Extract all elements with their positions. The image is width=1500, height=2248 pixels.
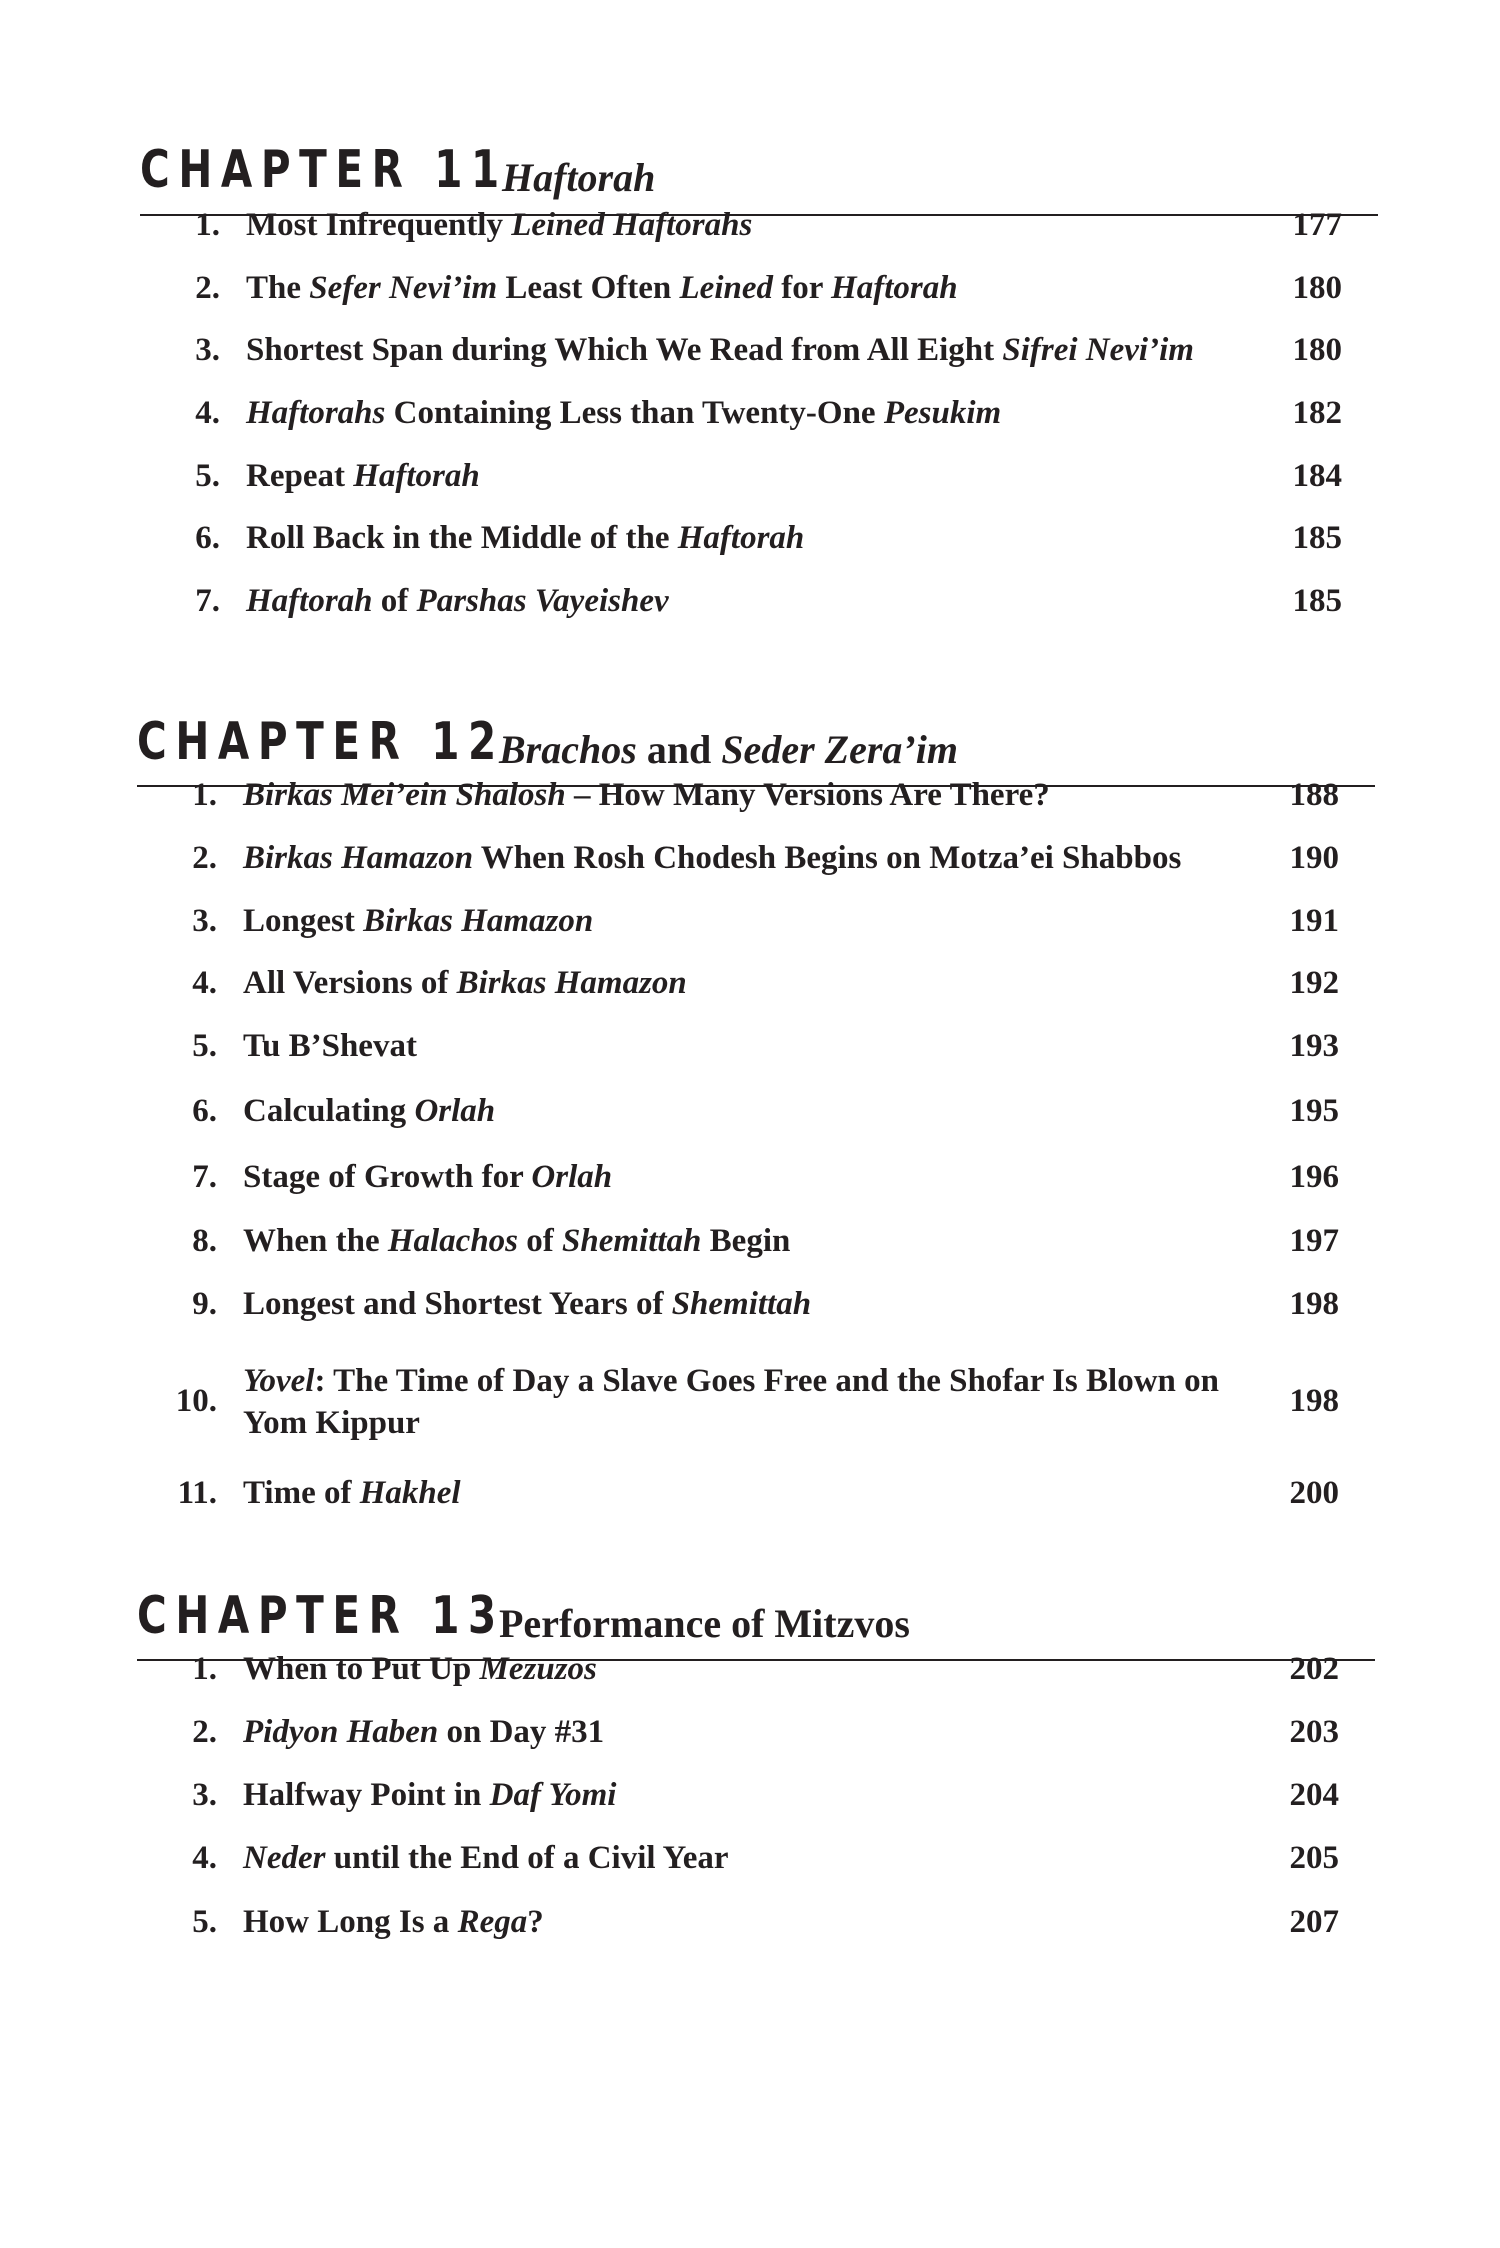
text-run: Haftorah — [677, 520, 805, 556]
text-run: Shortest Span during Which We Read from All Eight — [246, 332, 1003, 368]
text-run: Haftorahs — [246, 395, 386, 431]
entry-number: 2. — [195, 270, 220, 306]
entry-page-number: 197 — [1289, 1223, 1339, 1259]
entry-page-number: 198 — [1289, 1383, 1339, 1419]
text-run: Leined — [679, 270, 773, 306]
text-run: until the End of a Civil Year — [325, 1840, 729, 1876]
text-run: Daf Yomi — [489, 1777, 617, 1813]
entry-page-number: 192 — [1289, 965, 1339, 1001]
entry-page-number: 193 — [1289, 1028, 1339, 1064]
text-run: of — [518, 1223, 563, 1259]
entry-number: 5. — [192, 1904, 217, 1940]
text-run: Roll Back in the Middle of the — [246, 520, 678, 556]
text-run: Pidyon Haben — [243, 1714, 439, 1750]
chapter-heading — [140, 140, 656, 200]
text-run: Pesukim — [883, 395, 1002, 431]
entry-number: 7. — [195, 583, 220, 619]
text-run: Performance of Mitzvos — [499, 1601, 910, 1646]
text-run: Birkas Hamazon — [456, 965, 687, 1001]
text-run: When the — [243, 1223, 388, 1259]
entry-number: 6. — [195, 520, 220, 556]
text-run: Haftorah — [353, 458, 480, 494]
text-run: Neder — [243, 1840, 326, 1876]
entry-title — [246, 392, 1238, 434]
entry-number: 3. — [195, 332, 220, 368]
chapter-heading — [137, 712, 958, 772]
entry-number: 2. — [192, 840, 217, 876]
chapter-title — [499, 1600, 910, 1647]
entry-title — [243, 837, 1235, 879]
entry-title — [246, 455, 1238, 497]
entry-number: 8. — [192, 1223, 217, 1259]
text-run: Seder Zera’im — [721, 727, 958, 772]
entry-number: 1. — [195, 207, 220, 243]
text-run: When Rosh Chodesh Begins on Motza’ei Shabbos — [473, 840, 1182, 876]
entry-number: 3. — [192, 1777, 217, 1813]
entry-title — [243, 962, 1235, 1004]
entry-number: 6. — [192, 1093, 217, 1129]
text-run: Sifrei Nevi’im — [1002, 332, 1194, 368]
entry-page-number: 177 — [1292, 207, 1342, 243]
chapter-title — [499, 726, 958, 773]
entry-number: 9. — [192, 1286, 217, 1322]
entry-title — [243, 1360, 1235, 1444]
text-run: Birkas Hamazon — [363, 903, 594, 939]
entry-title — [246, 329, 1238, 371]
entry-page-number: 207 — [1289, 1904, 1339, 1940]
entry-page-number: 204 — [1289, 1777, 1339, 1813]
text-run: for — [773, 270, 832, 306]
entry-number: 3. — [192, 903, 217, 939]
text-run: Shemittah — [562, 1223, 702, 1259]
entry-page-number: 196 — [1289, 1159, 1339, 1195]
text-run: Haftorah — [502, 155, 656, 200]
text-run: Hakhel — [359, 1475, 461, 1511]
text-run: Longest and Shortest Years of — [243, 1286, 672, 1322]
text-run: Most Infrequently — [246, 207, 512, 243]
text-run: Halfway Point in — [243, 1777, 490, 1813]
entry-page-number: 191 — [1289, 903, 1339, 939]
entry-page-number: 188 — [1289, 777, 1339, 813]
chapter-label: CHAPTER 13 — [137, 1586, 505, 1646]
text-run: Haftorah — [246, 583, 373, 619]
chapter-title — [502, 154, 655, 201]
entry-title — [243, 1837, 1235, 1879]
entry-title — [243, 1774, 1235, 1816]
text-run: Rega — [457, 1904, 528, 1940]
text-run: Sefer Nevi’im — [309, 270, 498, 306]
text-run: Time of — [243, 1475, 360, 1511]
entry-page-number: 198 — [1289, 1286, 1339, 1322]
text-run: of — [372, 583, 417, 619]
text-run: Begin — [701, 1223, 791, 1259]
text-run: Containing Less than Twenty-One — [385, 395, 884, 431]
entry-page-number: 182 — [1292, 395, 1342, 431]
text-run: and — [636, 727, 722, 772]
text-run: When to Put Up — [243, 1651, 480, 1687]
entry-page-number: 205 — [1289, 1840, 1339, 1876]
entry-title — [243, 1711, 1235, 1753]
entry-title — [243, 1648, 1235, 1690]
text-run: Leined Haftorahs — [511, 207, 753, 243]
text-run: Repeat — [246, 458, 354, 494]
entry-title — [246, 267, 1238, 309]
entry-page-number: 203 — [1289, 1714, 1339, 1750]
text-run: Birkas Hamazon — [243, 840, 474, 876]
text-run: Birkas Mei’ein Shalosh — [243, 777, 566, 813]
text-run: Least Often — [497, 270, 680, 306]
entry-title — [243, 774, 1235, 816]
entry-number: 11. — [177, 1475, 217, 1511]
entry-number: 5. — [192, 1028, 217, 1064]
text-run: Tu B’Shevat — [243, 1028, 417, 1064]
text-run: Stage of Growth for — [243, 1159, 532, 1195]
entry-page-number: 185 — [1292, 520, 1342, 556]
text-run: : The Time of Day a Slave Goes Free and the Shofar Is Blown on Yom Kippur — [243, 1363, 1219, 1441]
text-run: ? — [527, 1904, 544, 1940]
text-run: Calculating — [243, 1093, 415, 1129]
entry-page-number: 185 — [1292, 583, 1342, 619]
entry-number: 5. — [195, 458, 220, 494]
text-run: Mezuzos — [479, 1651, 597, 1687]
entry-number: 10. — [175, 1383, 217, 1419]
text-run: All Versions of — [243, 965, 457, 1001]
text-run: Shemittah — [671, 1286, 812, 1322]
text-run: Longest — [243, 903, 364, 939]
entry-title — [246, 580, 1238, 622]
text-run: Yovel — [243, 1363, 315, 1399]
entry-number: 2. — [192, 1714, 217, 1750]
chapter-heading — [137, 1586, 910, 1646]
chapter-label: CHAPTER 12 — [137, 712, 505, 772]
entry-title — [243, 1025, 1235, 1067]
entry-page-number: 202 — [1289, 1651, 1339, 1687]
entry-title — [243, 1472, 1235, 1514]
text-run: on Day #31 — [438, 1714, 605, 1750]
entry-page-number: 180 — [1292, 332, 1342, 368]
entry-title — [243, 900, 1235, 942]
text-run: Brachos — [499, 727, 637, 772]
entry-page-number: 180 — [1292, 270, 1342, 306]
text-run: The — [246, 270, 310, 306]
text-run: Halachos — [387, 1223, 519, 1259]
chapter-label: CHAPTER 11 — [140, 140, 508, 200]
entry-title — [243, 1156, 1235, 1198]
entry-page-number: 184 — [1292, 458, 1342, 494]
entry-number: 4. — [195, 395, 220, 431]
entry-number: 7. — [192, 1159, 217, 1195]
entry-number: 1. — [192, 777, 217, 813]
entry-page-number: 200 — [1289, 1475, 1339, 1511]
entry-title — [243, 1283, 1235, 1325]
entry-number: 4. — [192, 965, 217, 1001]
entry-page-number: 195 — [1289, 1093, 1339, 1129]
text-run: Haftorah — [831, 270, 958, 306]
text-run: Orlah — [414, 1093, 496, 1129]
text-run: How Long Is a — [243, 1904, 458, 1940]
entry-title — [243, 1090, 1235, 1132]
entry-page-number: 190 — [1289, 840, 1339, 876]
text-run: Parshas Vayeishev — [416, 583, 669, 619]
entry-number: 4. — [192, 1840, 217, 1876]
entry-title — [243, 1901, 1235, 1943]
entry-title — [243, 1220, 1235, 1262]
entry-number: 1. — [192, 1651, 217, 1687]
entry-title — [246, 517, 1238, 559]
text-run: – How Many Versions Are There? — [565, 777, 1050, 813]
text-run: Orlah — [531, 1159, 613, 1195]
entry-title — [246, 204, 1238, 246]
